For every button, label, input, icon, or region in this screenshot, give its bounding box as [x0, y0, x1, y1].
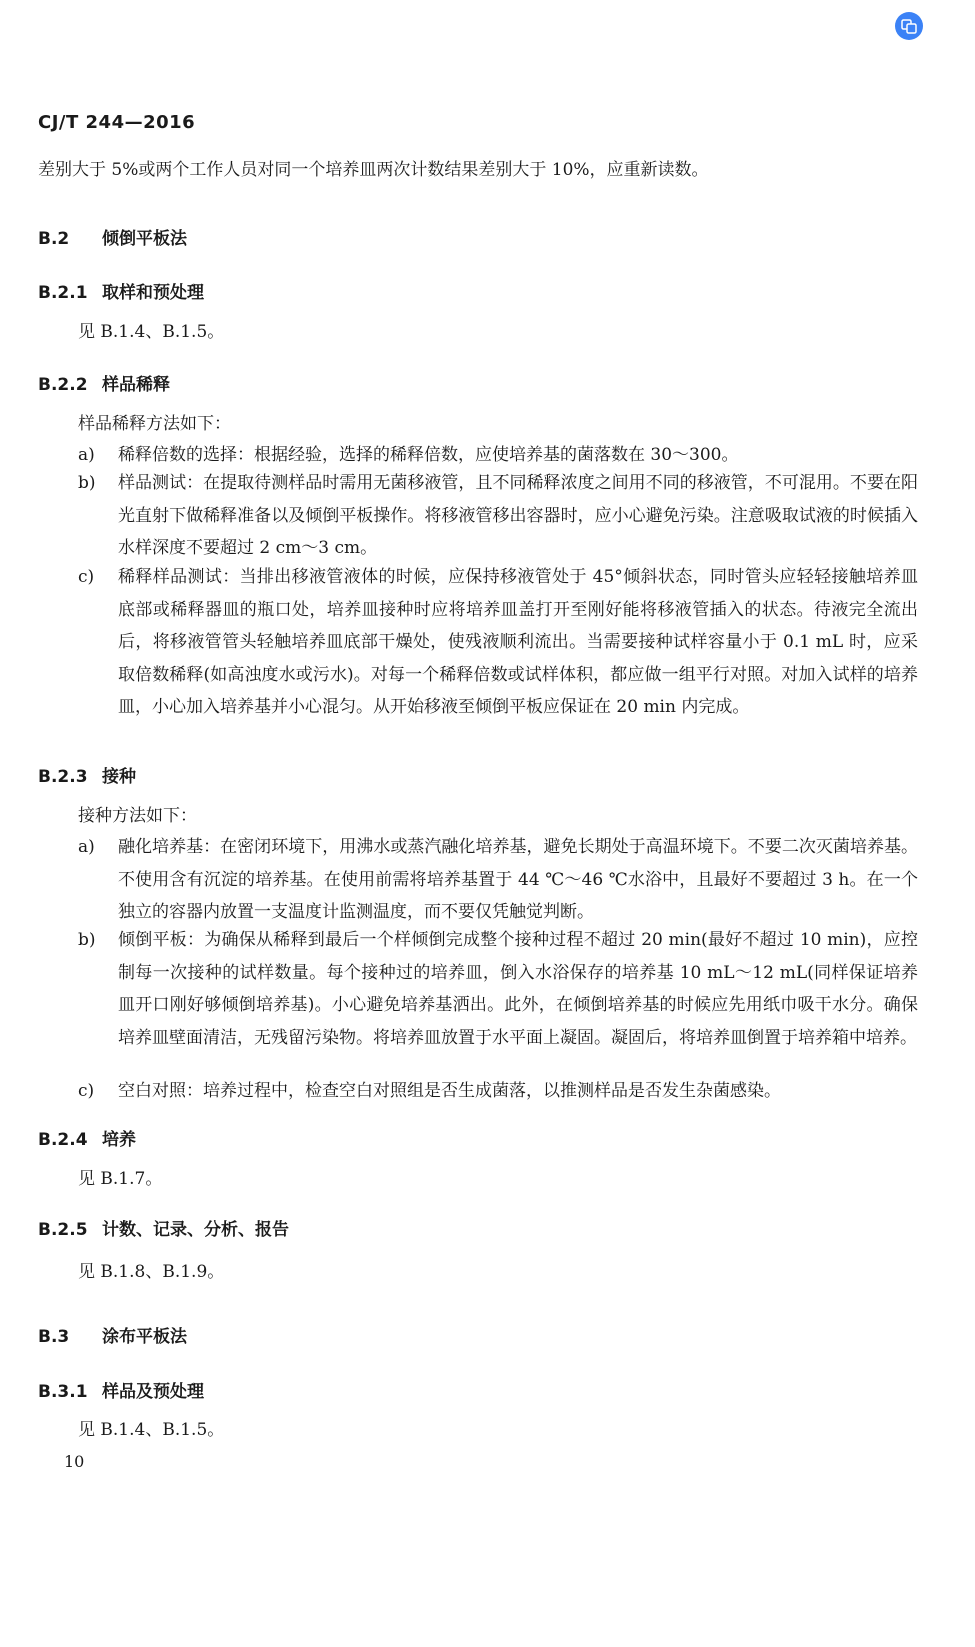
- item-text: 稀释样品测试：当排出移液管液体的时候，应保持移液管处于 45°倾斜状态，同时管头应轻轻接触培养皿底部或稀释器皿的瓶口处，培养皿接种时应将培养皿盖打开至刚好能将移液管插入的状态。待液完全流出后，将移液管管头轻触培养皿底部干燥处，使残液顺利流出。当需要接种试样容量小于 0.1 mL 时，应采取倍数稀释(如高浊度水或污水)。对每一个稀释倍数或试样体积，都应做一组平行对照。对加入试样的培养皿，小心加入培养基并小心混匀。从开始移液至倾倒平板应保证在 20 min 内完成。: [118, 567, 918, 717]
- item-text: 稀释倍数的选择：根据经验，选择的稀释倍数，应使培养基的菌落数在 30～300。: [118, 445, 739, 465]
- section-heading-b22: [38, 370, 170, 395]
- standard-code: CJ/T 244—2016: [38, 112, 196, 133]
- section-title: 倾倒平板法: [102, 229, 187, 249]
- section-title: 取样和预处理: [102, 283, 204, 303]
- section-title: 接种: [102, 767, 136, 787]
- section-number: B.2.1: [38, 283, 88, 303]
- section-text: 见 B.1.7。: [78, 1169, 163, 1189]
- section-text: 见 B.1.8、B.1.9。: [78, 1262, 225, 1282]
- section-number: B.2.4: [38, 1130, 88, 1150]
- item-label: b): [78, 930, 96, 950]
- section-title: 计数、记录、分析、报告: [102, 1220, 289, 1240]
- item-label: b): [78, 473, 96, 493]
- list-item: [38, 1075, 958, 1108]
- list-item: [38, 467, 958, 565]
- section-heading-b21: [38, 278, 204, 303]
- item-label: c): [78, 567, 95, 587]
- section-intro: 样品稀释方法如下：: [78, 414, 231, 434]
- item-text: 样品测试：在提取待测样品时需用无菌移液管，且不同稀释浓度之间用不同的移液管，不可混用。不要在阳光直射下做稀释准备以及倾倒平板操作。将移液管移出容器时，应小心避免污染。注意吸取试液的时候插入水样深度不要超过 2 cm～3 cm。: [118, 473, 918, 558]
- section-title: 培养: [102, 1130, 136, 1150]
- section-heading-b24: [38, 1125, 136, 1150]
- item-label: c): [78, 1081, 95, 1101]
- section-title: 样品稀释: [102, 375, 170, 395]
- section-intro: 接种方法如下：: [78, 806, 197, 826]
- section-title: 涂布平板法: [102, 1327, 187, 1347]
- section-heading-b31: [38, 1377, 204, 1402]
- section-number: B.2.2: [38, 375, 88, 395]
- intro-paragraph: 差别大于 5%或两个工作人员对同一个培养皿两次计数结果差别大于 10%，应重新读数。: [38, 160, 709, 180]
- list-item: [38, 831, 958, 929]
- section-heading-b25: [38, 1215, 289, 1240]
- list-item: [38, 924, 958, 1054]
- section-heading-b3: [38, 1322, 187, 1347]
- item-label: a): [78, 445, 95, 465]
- section-number: B.2.3: [38, 767, 88, 787]
- translate-icon[interactable]: [895, 12, 923, 40]
- section-title: 样品及预处理: [102, 1382, 204, 1402]
- section-number: B.3: [38, 1327, 70, 1347]
- section-number: B.3.1: [38, 1382, 88, 1402]
- section-heading-b23: [38, 762, 136, 787]
- section-number: B.2.5: [38, 1220, 88, 1240]
- section-number: B.2: [38, 229, 70, 249]
- page-number: 10: [64, 1452, 85, 1471]
- item-text: 倾倒平板：为确保从稀释到最后一个样倾倒完成整个接种过程不超过 20 min(最好不超过 10 min)，应控制每一次接种的试样数量。每个接种过的培养皿，倒入水浴保存的培养基 10 mL～12 mL(同样保证培养皿开口刚好够倾倒培养基)。小心避免培养基洒出。此外，在倾倒培养基的时候应先用纸巾吸干水分。确保培养皿壁面清洁，无残留污染物。将培养皿放置于水平面上凝固。凝固后，将培养皿倒置于培养箱中培养。: [118, 930, 918, 1048]
- section-text: 见 B.1.4、B.1.5。: [78, 1420, 225, 1440]
- section-heading-b2: [38, 224, 187, 249]
- section-text: 见 B.1.4、B.1.5。: [78, 322, 225, 342]
- item-text: 空白对照：培养过程中，检查空白对照组是否生成菌落，以推测样品是否发生杂菌感染。: [118, 1081, 781, 1101]
- item-text: 融化培养基：在密闭环境下，用沸水或蒸汽融化培养基，避免长期处于高温环境下。不要二次灭菌培养基。不使用含有沉淀的培养基。在使用前需将培养基置于 44 ℃～46 ℃水浴中，且最好不要超过 3 h。在一个独立的容器内放置一支温度计监测温度，而不要仅凭触觉判断。: [118, 837, 918, 922]
- item-label: a): [78, 837, 95, 857]
- list-item: [38, 561, 958, 724]
